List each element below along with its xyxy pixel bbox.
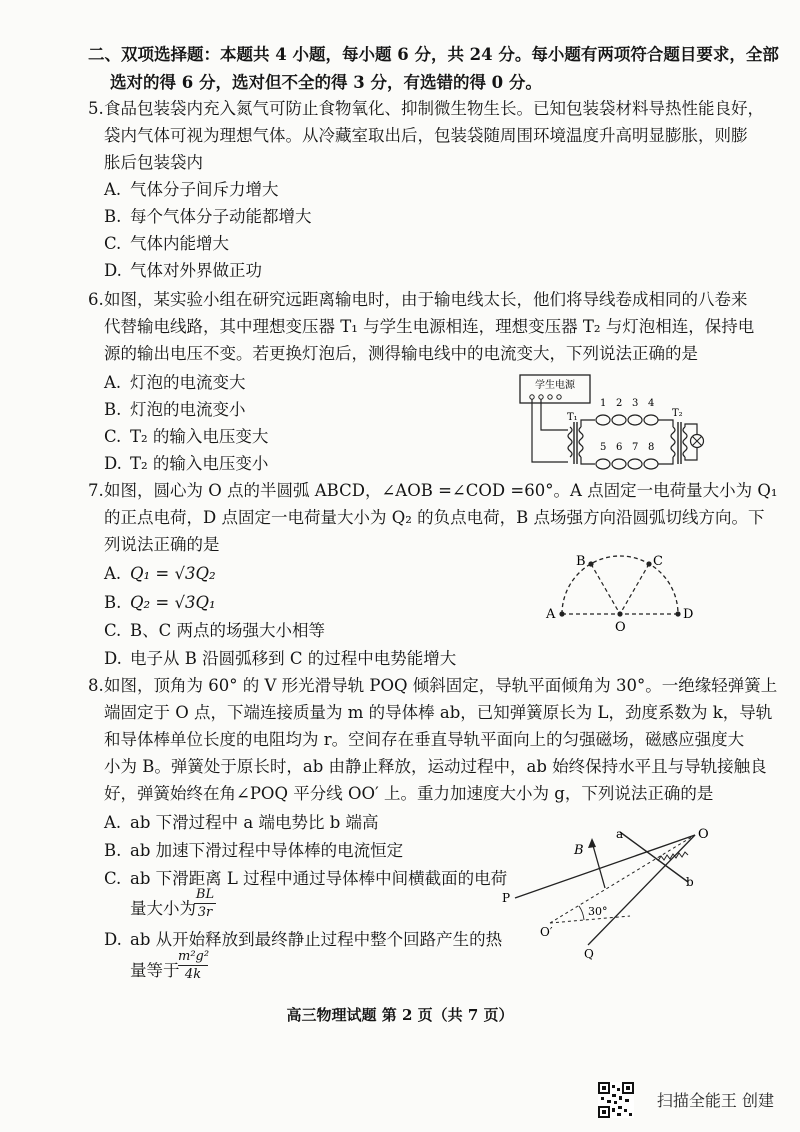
- q8-option-a-label: A.: [104, 813, 122, 832]
- label-b: b: [686, 875, 694, 889]
- label-a: a: [616, 827, 624, 841]
- q8-option-c-text: ab 下滑距离 L 过程中通过导体棒中间横截面的电荷: [130, 869, 508, 888]
- q5-option-d-label: D.: [104, 261, 122, 280]
- section-heading-line1: 二、双项选择题：本题共 4 小题，每小题 6 分，共 24 分。每小题有两项符合题目要求，全部: [88, 45, 779, 64]
- t2-secondary-coil: [683, 427, 687, 457]
- q8-number: 8.: [88, 676, 104, 695]
- q8-option-d-text: ab 从开始释放到最终静止过程中整个回路产生的热: [130, 930, 503, 949]
- label-o: O: [615, 620, 626, 632]
- t1-primary-coil: [568, 427, 572, 457]
- q7-option-d-label: D.: [104, 649, 122, 668]
- point-b: [588, 561, 593, 566]
- coil-label: 1: [600, 398, 607, 409]
- spring-icon: [658, 852, 688, 861]
- q7-semicircle-diagram: [540, 554, 700, 632]
- t2-primary-coil: [671, 427, 675, 457]
- q7-option-b-label: B.: [104, 593, 122, 612]
- q8-stem-line2: 端固定于 O 点，下端连接质量为 m 的导体棒 ab，已知弹簧原长为 L，劲度系数为 k，导轨: [104, 703, 773, 722]
- label-a: A: [546, 607, 556, 622]
- label-b: B: [576, 554, 586, 569]
- point-a: [559, 611, 564, 616]
- t1-label: T₁: [567, 412, 578, 423]
- q7-stem-line2: 的正点电荷，D 点固定一电荷量大小为 Q₂ 的负点电荷，B 点场强方向沿圆弧切线方向。下: [104, 508, 765, 527]
- q5-option-a-text: 气体分子间斥力增大: [130, 180, 279, 199]
- q7-option-a-label: A.: [104, 564, 122, 583]
- terminal-icon: [548, 395, 552, 399]
- label-o-prime: O′: [540, 925, 553, 939]
- label-b-field: B: [574, 843, 584, 858]
- q7-option-d-text: 电子从 B 沿圆弧移到 C 的过程中电势能增大: [130, 649, 457, 668]
- q5-option-a-label: A.: [104, 180, 122, 199]
- q8-option-d-label: D.: [104, 930, 122, 949]
- q8-stem-line1: 如图，顶角为 60° 的 V 形光滑导轨 POQ 倾斜固定，导轨平面倾角为 30°。一绝缘轻弹簧上: [104, 676, 778, 695]
- coil-label: 4: [648, 398, 655, 409]
- fraction-bar: [178, 965, 208, 966]
- q7-stem-line1: 如图，圆心为 O 点的半圆弧 ABCD，∠AOB =∠COD =60°。A 点固定一电荷量大小为 Q₁: [104, 481, 778, 500]
- q6-circuit-diagram: [515, 372, 720, 472]
- q7-number: 7.: [88, 481, 104, 500]
- q8-option-c-label: C.: [104, 869, 122, 888]
- label-q: Q: [584, 947, 594, 960]
- top-coil-row: [596, 415, 658, 425]
- qr-code-icon: [598, 1082, 634, 1118]
- q8-option-a-text: ab 下滑过程中 a 端电势比 b 端高: [130, 813, 379, 832]
- bottom-coil-row: [596, 459, 658, 469]
- q7-option-a-text: Q₁ = √3Q₂: [130, 564, 216, 583]
- q8-option-b-text: ab 加速下滑过程中导体棒的电流恒定: [130, 841, 404, 860]
- point-d: [675, 611, 680, 616]
- coil-label: 3: [632, 398, 639, 409]
- q6-option-c-label: C.: [104, 427, 122, 446]
- q8-c-fraction-denominator: 3r: [197, 905, 213, 920]
- q5-option-b-text: 每个气体分子动能都增大: [130, 207, 312, 226]
- label-d: D: [683, 607, 694, 622]
- power-supply-label: 学生电源: [535, 380, 575, 391]
- q6-option-c-text: T₂ 的输入电压变大: [130, 427, 269, 446]
- page-footer: 高三物理试题 第 2 页（共 7 页）: [286, 1006, 514, 1024]
- q7-option-c-label: C.: [104, 621, 122, 640]
- q5-option-c-text: 气体内能增大: [130, 234, 229, 253]
- q5-option-b-label: B.: [104, 207, 122, 226]
- q6-option-a-text: 灯泡的电流变大: [130, 373, 246, 392]
- point-o: [617, 611, 622, 616]
- q7-option-c-text: B、C 两点的场强大小相等: [130, 621, 325, 640]
- q5-option-d-text: 气体对外界做正功: [130, 261, 262, 280]
- q8-rail-diagram: [500, 820, 715, 960]
- q6-option-d-label: D.: [104, 454, 122, 473]
- q8-option-c-cont: 量大小为: [130, 899, 196, 918]
- scanner-watermark: 扫描全能王 创建: [656, 1091, 774, 1110]
- q5-stem-line1: 食品包装袋内充入氮气可防止食物氧化、抑制微生物生长。已知包装袋材料导热性能良好，: [104, 99, 764, 118]
- rail-oq: [588, 835, 695, 945]
- q5-stem-line2: 袋内气体可视为理想气体。从冷藏室取出后，包装袋随周围环境温度升高明显膨胀，则膨: [104, 126, 748, 145]
- q6-number: 6.: [88, 290, 104, 309]
- q6-stem-line3: 源的输出电压不变。若更换灯泡后，测得输电线中的电流变大，下列说法正确的是: [104, 344, 698, 363]
- coil-label: 2: [616, 398, 623, 409]
- coil-label: 6: [616, 442, 623, 453]
- terminal-icon: [539, 395, 543, 399]
- q7-stem-line3: 列说法正确的是: [104, 535, 220, 554]
- terminal-icon: [557, 395, 561, 399]
- q6-option-d-text: T₂ 的输入电压变小: [130, 454, 269, 473]
- q5-number: 5.: [88, 99, 104, 118]
- q6-option-a-label: A.: [104, 373, 122, 392]
- q6-stem-line1: 如图，某实验小组在研究远距离输电时，由于输电线太长，他们将导线卷成相同的八卷来: [104, 290, 748, 309]
- q8-stem-line4: 小为 B。弹簧处于原长时，ab 由静止释放，运动过程中，ab 始终保持水平且与导轨接触良: [104, 757, 767, 776]
- t2-label: T₂: [672, 408, 683, 419]
- q6-stem-line2: 代替输电线路，其中理想变压器 T₁ 与学生电源相连，理想变压器 T₂ 与灯泡相连，保持电: [104, 317, 755, 336]
- point-c: [646, 561, 651, 566]
- label-p: P: [502, 891, 511, 905]
- q8-option-b-label: B.: [104, 841, 122, 860]
- q8-stem-line5: 好，弹簧始终在角∠POQ 平分线 OO′ 上。重力加速度大小为 g，下列说法正确的是: [104, 784, 714, 803]
- lamp-icon: [691, 435, 704, 448]
- label-c: C: [653, 554, 663, 569]
- q8-c-fraction-numerator: BL: [195, 887, 215, 902]
- q8-d-fraction-numerator: m²g²: [178, 949, 210, 964]
- q7-option-b-text: Q₂ = √3Q₁: [130, 593, 216, 612]
- q8-option-d-cont: 量等于: [130, 961, 180, 980]
- coil-label: 7: [632, 442, 639, 453]
- q8-d-fraction-denominator: 4k: [184, 967, 202, 982]
- q5-stem-line3: 胀后包装袋内: [104, 153, 203, 172]
- q5-option-c-label: C.: [104, 234, 122, 253]
- terminal-icon: [530, 395, 534, 399]
- label-o: O: [698, 827, 709, 842]
- angle-label: 30°: [588, 905, 608, 918]
- coil-label: 8: [648, 442, 655, 453]
- fraction-bar: [194, 903, 216, 904]
- section-heading-line2: 选对的得 6 分，选对但不全的得 3 分，有选错的得 0 分。: [110, 73, 542, 92]
- q6-option-b-label: B.: [104, 400, 122, 419]
- magnetic-field-arrow: [592, 842, 605, 888]
- q8-stem-line3: 和导体棒单位长度的电阻均为 r。空间存在垂直导轨平面向上的匀强磁场，磁感应强度大: [104, 730, 745, 749]
- q6-option-b-text: 灯泡的电流变小: [130, 400, 246, 419]
- t1-secondary-coil: [579, 427, 583, 457]
- coil-label: 5: [600, 442, 607, 453]
